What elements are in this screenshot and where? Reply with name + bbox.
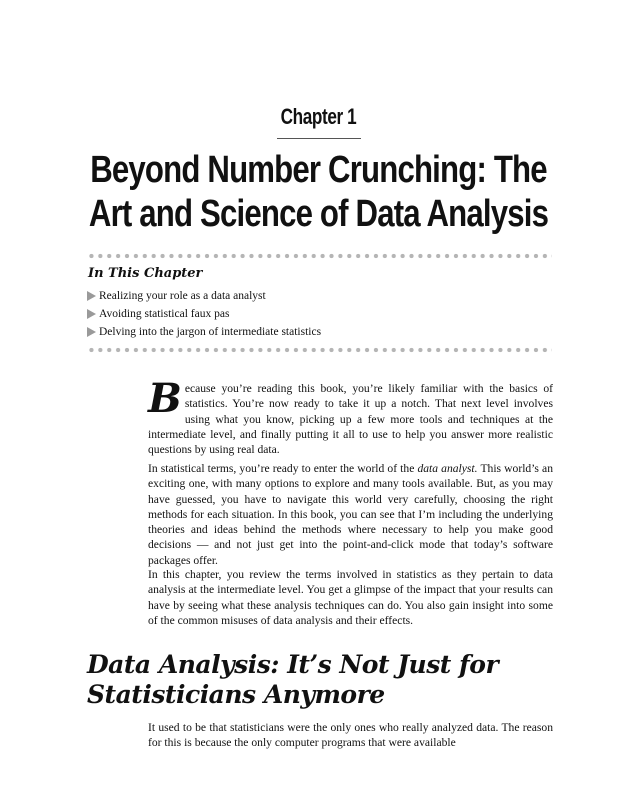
intro-paragraph-1 [148,375,553,457]
intro-paragraph-2 [148,461,553,568]
chapter-title [57,148,579,236]
chapter-title-line-2: Art and Science of Data Analysis [88,193,549,235]
list-item-text: Avoiding statistical faux pas [99,308,230,320]
section-paragraph-1-text: It used to be that statisticians were the only ones who really analyzed data. The reason for this is because the only computer programs that were available [148,721,553,750]
triangle-bullet-icon [87,309,96,319]
list-item [87,287,321,305]
intro-paragraph-1-text: ecause you’re reading this book, you’re likely familiar with the basics of statistics. You’re now ready to take it up a notch. That next level involves using what you know, picking up a few more tools and techniques at the intermediate level, and finally putting it all to use to help you answer more realistic questions by using real data. [148,382,553,457]
drop-cap: B [148,375,182,422]
in-this-chapter-heading: In This Chapter [88,266,203,281]
section-heading-line-1: Data Analysis: It’s Not Just for [87,650,499,679]
dotted-divider-bottom [87,347,552,353]
chapter-title-line-1: Beyond Number Crunching: The [90,149,547,191]
triangle-bullet-icon [87,291,96,301]
section-heading-line-2: Statisticians Anymore [87,680,385,709]
intro-paragraph-3 [148,567,553,628]
p2-after: This world’s an exciting one, with many options to explore and many tools available. But, as you may have guessed, you have to navigate this world very carefully, choosing the right methods for each situation. In this book, you can see that I’m including the underlying theories and ideas behind the methods where necessary to help you make good decisions — and not just get into the point-and-click mode that today’s software packages offer. [148,462,553,567]
list-item [87,305,321,323]
intro-paragraph-3-text: In this chapter, you review the terms involved in statistics as they pertain to data analysis at the intermediate level. You get a glimpse of the impact that your results can have by seeing what these analysis techniques can do. You also gain insight into some of the common misuses of data analysis and their effects. [148,568,553,627]
list-item [87,323,321,341]
data-analyst-term: data analyst. [417,462,478,475]
p2-before: In statistical terms, you’re ready to enter the world of the [148,462,418,475]
chapter-label: Chapter 1 [280,104,357,129]
list-item-text: Realizing your role as a data analyst [99,290,266,302]
dotted-divider-top [87,253,552,259]
triangle-bullet-icon [87,327,96,337]
list-item-text: Delving into the jargon of intermediate statistics [99,326,322,338]
chapter-topics-list [87,287,321,341]
section-heading [87,650,498,710]
intro-paragraph-2-text [148,461,553,568]
chapter-rule [277,138,361,139]
section-paragraph-1 [148,720,553,751]
